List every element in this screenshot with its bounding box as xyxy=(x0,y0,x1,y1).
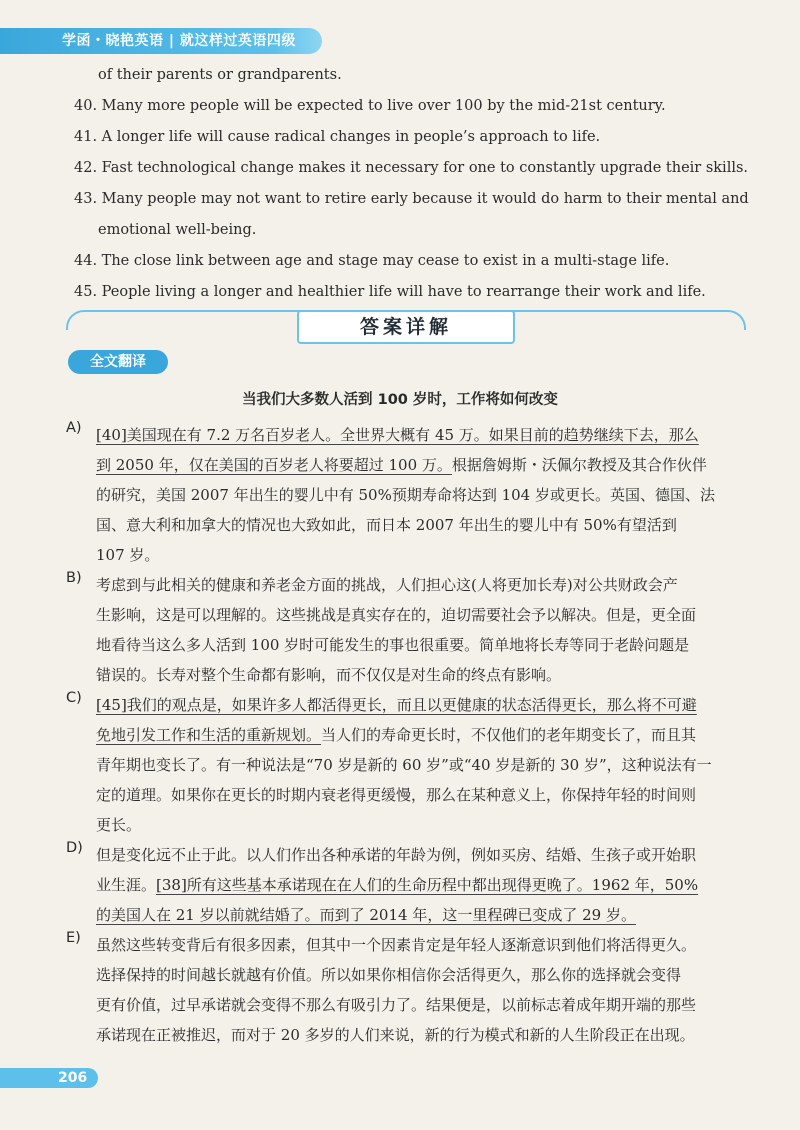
line-text: 虽然这些转变背后有很多因素，但其中一个因素肯定是年轻人逐渐意识到他们将活得更久。 xyxy=(96,936,697,954)
paragraph-line xyxy=(96,1020,746,1050)
paragraph-line xyxy=(96,720,746,750)
section-banner-title: 答案详解 xyxy=(297,310,515,344)
line-text: 免地引发工作和生活的重新规划。 xyxy=(96,726,322,744)
paragraph-line xyxy=(96,420,746,450)
line-text: 107 岁。 xyxy=(96,546,160,564)
line-text-rest: 根据詹姆斯・沃佩尔教授及其合作伙伴 xyxy=(451,456,707,474)
paragraph-line xyxy=(96,540,746,570)
section-banner xyxy=(66,310,746,344)
paragraph-line xyxy=(96,870,746,900)
paragraph xyxy=(66,930,746,1050)
paragraph xyxy=(66,570,746,690)
paragraph-line xyxy=(96,780,746,810)
paragraph-line xyxy=(96,750,746,780)
line-text: 业生涯。 xyxy=(96,876,157,894)
paragraph-line xyxy=(96,450,746,480)
line-text: [45]我们的观点是，如果许多人都活得更长，而且以更健康的状态活得更长，那么将不可避 xyxy=(96,696,697,714)
question-line: 42. Fast technological change makes it necessary for one to constantly upgrade their skills. xyxy=(74,160,749,176)
line-text: 承诺现在正被推迟，而对于 20 多岁的人们来说，新的行为模式和新的人生阶段正在出现。 xyxy=(96,1026,695,1044)
question-line: 45. People living a longer and healthier life will have to rearrange their work and life. xyxy=(74,284,706,300)
page-number: 206 xyxy=(0,1068,98,1088)
translation-paragraphs xyxy=(66,420,746,1050)
paragraph-line xyxy=(96,660,746,690)
paragraph-line xyxy=(96,630,746,660)
line-text: 考虑到与此相关的健康和养老金方面的挑战，人们担心这(人将更加长寿)对公共财政会产 xyxy=(96,576,678,594)
paragraph-line xyxy=(96,930,746,960)
line-text: 国、意大利和加拿大的情况也大致如此，而日本 2007 年出生的婴儿中有 50%有望活到 xyxy=(96,516,677,534)
paragraph-line xyxy=(96,810,746,840)
line-text: 青年期也变长了。有一种说法是“70 岁是新的 60 岁”或“40 岁是新的 30 岁”，这种说法有一 xyxy=(96,756,712,774)
line-text: 地看待当这么多人活到 100 岁时可能发生的事也很重要。简单地将长寿等同于老龄问题是 xyxy=(96,636,690,654)
question-line: 44. The close link between age and stage may cease to exist in a multi-stage life. xyxy=(74,253,670,269)
banner-decor-right xyxy=(504,310,746,330)
paragraph-line xyxy=(96,480,746,510)
question-line: 41. A longer life will cause radical changes in people’s approach to life. xyxy=(74,129,601,145)
paragraph-label: B) xyxy=(66,570,82,586)
paragraph xyxy=(66,840,746,930)
paragraph-line xyxy=(96,690,746,720)
paragraph-line xyxy=(96,900,746,930)
question-line: 43. Many people may not want to retire early because it would do harm to their mental and xyxy=(74,191,749,207)
line-text: 生影响，这是可以理解的。这些挑战是真实存在的，迫切需要社会予以解决。但是，更全面 xyxy=(96,606,697,624)
line-text: 更长。 xyxy=(96,816,142,834)
line-text-rest: 当人们的寿命更长时，不仅他们的老年期变长了，而且其 xyxy=(321,726,697,744)
question-line: of their parents or grandparents. xyxy=(98,67,342,83)
paragraph xyxy=(66,690,746,840)
translation-title: 当我们大多数人活到 100 岁时，工作将如何改变 xyxy=(242,392,558,408)
line-text: [40]美国现在有 7.2 万名百岁老人。全世界大概有 45 万。如果目前的趋势继续下去，那么 xyxy=(96,426,699,444)
paragraph-line xyxy=(96,960,746,990)
paragraph-line xyxy=(96,570,746,600)
question-list xyxy=(74,60,754,308)
paragraph-label: C) xyxy=(66,690,82,706)
paragraph-line xyxy=(96,510,746,540)
line-text-underlined: [38]所有这些基本承诺现在在人们的生命历程中都出现得更晚了。1962 年，50% xyxy=(156,876,699,894)
paragraph-label: D) xyxy=(66,840,83,856)
banner-decor-left xyxy=(66,310,308,330)
line-text: 选择保持的时间越长就越有价值。所以如果你相信你会活得更久，那么你的选择就会变得 xyxy=(96,966,682,984)
question-line: emotional well-being. xyxy=(98,222,257,238)
paragraph-line xyxy=(96,990,746,1020)
paragraph-line xyxy=(96,600,746,630)
line-text: 的研究，美国 2007 年出生的婴儿中有 50%预期寿命将达到 104 岁或更长。英国、德国、法 xyxy=(96,486,715,504)
line-text: 错误的。长寿对整个生命都有影响，而不仅仅是对生命的终点有影响。 xyxy=(96,666,562,684)
paragraph-label: A) xyxy=(66,420,82,436)
line-text: 但是变化远不止于此。以人们作出各种承诺的年龄为例，例如买房、结婚、生孩子或开始职 xyxy=(96,846,697,864)
line-text: 到 2050 年，仅在美国的百岁老人将要超过 100 万。 xyxy=(96,456,452,474)
line-text: 更有价值，过早承诺就会变得不那么有吸引力了。结果便是，以前标志着成年期开端的那些 xyxy=(96,996,697,1014)
line-text: 定的道理。如果你在更长的时期内衰老得更缓慢，那么在某种意义上，你保持年轻的时间则 xyxy=(96,786,697,804)
paragraph-line xyxy=(96,840,746,870)
header-band: 学函・晓艳英语 | 就这样过英语四级 xyxy=(0,28,322,54)
translation-label: 全文翻译 xyxy=(68,350,168,374)
question-line: 40. Many more people will be expected to live over 100 by the mid-21st century. xyxy=(74,98,666,114)
paragraph-label: E) xyxy=(66,930,81,946)
line-text: 的美国人在 21 岁以前就结婚了。而到了 2014 年，这一里程碑已变成了 29 岁。 xyxy=(96,906,636,924)
paragraph xyxy=(66,420,746,570)
